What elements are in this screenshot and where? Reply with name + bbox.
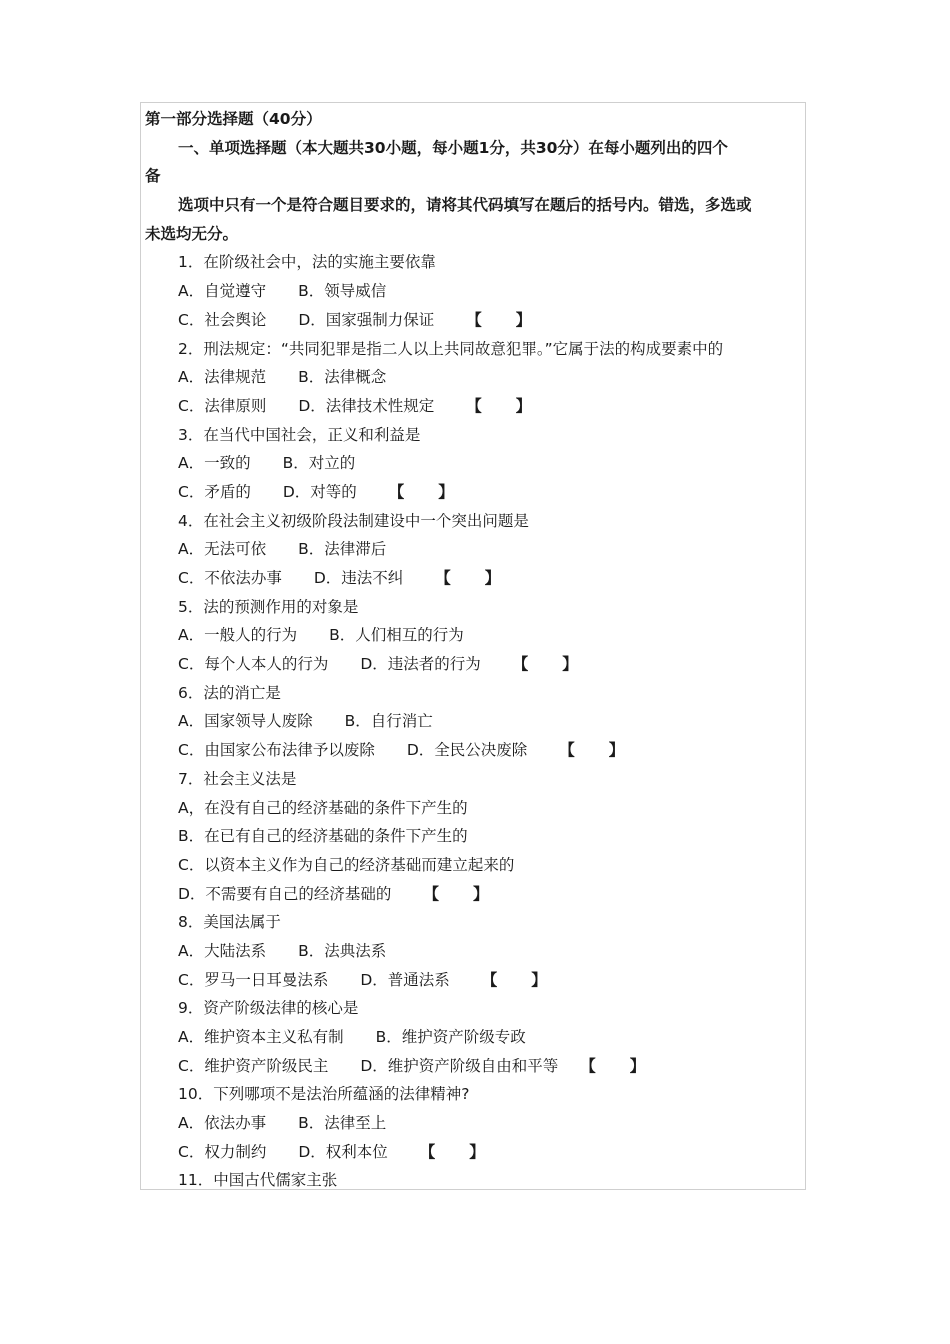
question-7-option-d-row (145, 880, 803, 909)
option-b: B．维护资产阶级专政 (375, 1028, 526, 1046)
option-b: B．人们相互的行为 (329, 626, 464, 645)
option-b: B．对立的 (282, 454, 356, 473)
question-8-stem: 8．美国法属于 (178, 913, 281, 932)
question-2-stem: 2．刑法规定：“共同犯罪是指二人以上共同故意犯罪。”它属于法的构成要素中的 (178, 339, 724, 358)
question-9-options-cd (145, 1052, 803, 1081)
exam-page-frame (140, 102, 806, 1190)
question-3-options-ab (145, 449, 803, 478)
option-d: D．全民公决废除 (406, 741, 528, 760)
question-3-options-cd (145, 478, 803, 507)
answer-bracket: 【 】 (388, 482, 454, 501)
question-4-options-cd (145, 564, 803, 593)
option-c: C．维护资产阶级民主 (178, 1056, 329, 1075)
option-d: D．不需要有自己的经济基础的 (178, 884, 392, 903)
question-2-options-cd (145, 392, 803, 421)
section-title: 第一部分选择题（40分） (145, 110, 322, 128)
question-8-options-cd (145, 966, 803, 995)
option-b: B．领导威信 (298, 282, 387, 301)
question-6-stem: 6．法的消亡是 (178, 683, 281, 702)
question-3-stem: 3．在当代中国社会，正义和利益是 (178, 425, 421, 444)
answer-bracket: 【 】 (481, 970, 547, 989)
question-4-stem: 4．在社会主义初级阶段法制建设中一个突出问题是 (178, 511, 529, 530)
option-d: D．法律技术性规定 (298, 396, 435, 415)
question-9-options-ab (145, 1023, 803, 1052)
question-11-stem: 11．中国古代儒家主张 (178, 1171, 338, 1190)
answer-bracket: 【 】 (466, 310, 532, 329)
answer-bracket: 【 】 (435, 569, 501, 587)
option-d: D．违法者的行为 (360, 655, 481, 674)
question-1-stem: 1．在阶级社会中，法的实施主要依靠 (178, 253, 436, 272)
option-a: A．依法办事 (178, 1114, 267, 1133)
question-7-option-b: B．在已有自己的经济基础的条件下产生的 (178, 827, 468, 846)
question-2-options-ab (145, 363, 803, 392)
option-d: D．普通法系 (360, 970, 450, 989)
option-d: D．违法不纠 (313, 569, 404, 587)
question-6-options-ab (145, 707, 803, 736)
option-d: D．国家强制力保证 (298, 310, 435, 329)
question-10-options-cd (145, 1138, 803, 1167)
option-c: C．法律原则 (178, 396, 267, 415)
question-5-options-cd (145, 650, 803, 679)
question-6-options-cd (145, 736, 803, 765)
answer-bracket: 【 】 (512, 655, 578, 674)
option-a: A．国家领导人废除 (178, 712, 313, 731)
option-d: D．权利本位 (298, 1142, 388, 1161)
option-a: A．维护资本主义私有制 (178, 1028, 344, 1046)
exam-content (145, 105, 803, 1190)
question-7-stem: 7．社会主义法是 (178, 769, 297, 788)
question-1-options-ab (145, 277, 803, 306)
option-c: C．由国家公布法律予以废除 (178, 741, 375, 760)
option-b: B．自行消亡 (344, 712, 433, 731)
option-a: A．一般人的行为 (178, 626, 298, 645)
question-7-option-c: C．以资本主义作为自己的经济基础而建立起来的 (178, 855, 515, 874)
option-b: B．法律至上 (298, 1114, 387, 1133)
option-b: B．法律概念 (298, 368, 387, 387)
option-a: A．自觉遵守 (178, 282, 267, 301)
option-b: B．法典法系 (298, 941, 387, 960)
answer-bracket: 【 】 (559, 741, 625, 760)
question-10-options-ab (145, 1109, 803, 1138)
question-7-option-a: A，在没有自己的经济基础的条件下产生的 (178, 798, 468, 817)
option-a: A．法律规范 (178, 368, 267, 387)
instruction-line-4: 未选均无分。 (145, 224, 239, 243)
option-c: C．每个人本人的行为 (178, 655, 329, 674)
option-d: D．对等的 (282, 482, 357, 501)
option-d: D．维护资产阶级自由和平等 (360, 1056, 559, 1075)
option-c: C．罗马一日耳曼法系 (178, 970, 329, 989)
answer-bracket: 【 】 (419, 1142, 485, 1161)
question-5-stem: 5．法的预测作用的对象是 (178, 597, 359, 616)
option-a: A．无法可依 (178, 540, 267, 559)
option-c: C．矛盾的 (178, 482, 251, 501)
instruction-line-2: 备 (145, 167, 161, 186)
instruction-line-1: 一、单项选择题（本大题共30小题，每小题1分，共30分）在每小题列出的四个 (178, 138, 728, 157)
option-b: B．法律滞后 (298, 540, 387, 559)
question-9-stem: 9．资产阶级法律的核心是 (178, 999, 359, 1018)
option-c: C．权力制约 (178, 1142, 267, 1161)
question-5-options-ab (145, 621, 803, 650)
option-c: C．社会舆论 (178, 310, 267, 329)
question-8-options-ab (145, 937, 803, 966)
option-a: A．一致的 (178, 454, 251, 473)
question-10-stem: 10．下列哪项不是法治所蕴涵的法律精神? (178, 1085, 470, 1104)
option-c: C．不依法办事 (178, 569, 282, 587)
question-4-options-ab (145, 535, 803, 564)
question-1-options-cd (145, 306, 803, 335)
instruction-line-3: 选项中只有一个是符合题目要求的，请将其代码填写在题后的括号内。错选，多选或 (178, 196, 752, 215)
answer-bracket: 【 】 (580, 1056, 646, 1075)
answer-bracket: 【 】 (423, 884, 489, 903)
option-a: A．大陆法系 (178, 941, 267, 960)
answer-bracket: 【 】 (466, 396, 532, 415)
